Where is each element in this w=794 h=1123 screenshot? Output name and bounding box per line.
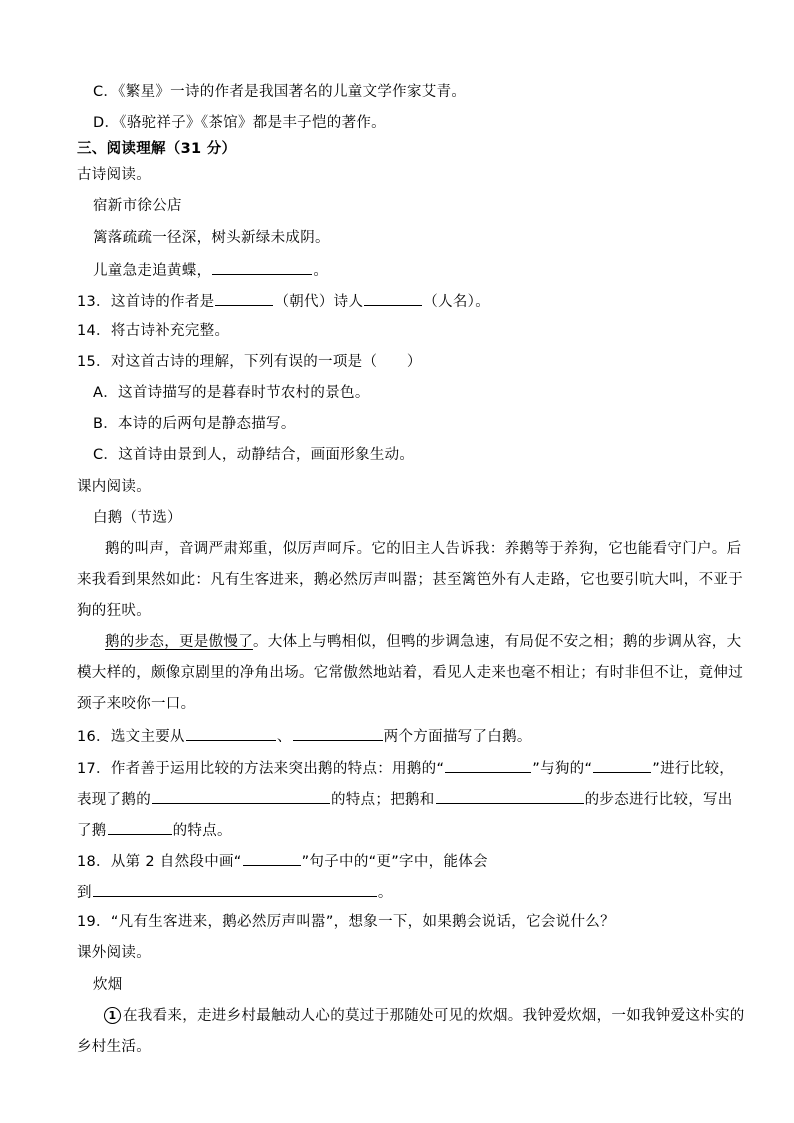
answer-blank[interactable] [293, 725, 383, 741]
option-b: B．本诗的后两句是静态描写。 [93, 416, 296, 432]
option-d-previous: D．《骆驼祥子》《茶馆》都是丰子恺的著作。 [93, 115, 386, 131]
poem-title: 宿新市徐公店 [93, 198, 182, 214]
question-17-line-1: 17．作者善于运用比较的方法来突出鹅的特点：用鹅的“ ”与狗的“ ”进行比较， [77, 757, 734, 779]
poem-line-1: 篱落疏疏一径深，树头新绿未成阴。 [93, 230, 330, 246]
section-title: 三、阅读理解（31 分） [77, 141, 237, 157]
question-18-line-1: 18．从第 2 自然段中画“ ”句子中的“更”字中，能体会 [77, 850, 488, 872]
inclass-title: 白鹅（节选） [93, 510, 182, 526]
underlined-sentence: 鹅的步态，更是傲慢了 [105, 634, 253, 650]
paragraph-1-line-2: 来我看到果然如此：凡有生客进来，鹅必然厉声叫嚣；甚至篱笆外有人走路，它也要引吭大叫，不亚于 [77, 572, 743, 588]
answer-blank[interactable] [186, 725, 276, 741]
option-c: C．这首诗由景到人，动静结合，画面形象生动。 [93, 447, 415, 463]
poem-line-2-end: 。 [313, 263, 329, 279]
answer-blank[interactable] [108, 819, 172, 835]
paragraph-1-line-1: 鹅的叫声，音调严肃郑重，似厉声呵斥。它的旧主人告诉我：养鹅等于养狗，它也能看守门户。后 [105, 541, 742, 557]
poem-line-2-text: 儿童急走追黄蝶， [93, 263, 212, 279]
answer-blank[interactable] [93, 881, 377, 897]
question-14: 14．将古诗补充完整。 [77, 323, 230, 339]
paragraph-2-line-1: 鹅的步态，更是傲慢了。大体上与鸭相似，但鸭的步调急速，有局促不安之相；鹅的步调从容，大 [105, 634, 742, 650]
paragraph-number-icon: 1 [104, 1007, 121, 1024]
question-18-line-2: 到 。 [77, 881, 393, 903]
question-17-line-3: 了鹅 的特点。 [77, 819, 232, 841]
poem-intro: 古诗阅读。 [77, 167, 151, 183]
question-19: 19．“凡有生客进来，鹅必然厉声叫嚣”，想象一下，如果鹅会说话，它会说什么？ [77, 914, 615, 930]
answer-blank[interactable] [243, 850, 301, 866]
answer-blank[interactable] [445, 757, 531, 773]
paragraph-2-line-3: 颈子来咬你一口。 [77, 696, 196, 712]
outclass-intro: 课外阅读。 [77, 945, 151, 961]
answer-blank[interactable] [215, 290, 273, 306]
question-13: 13．这首诗的作者是 （朝代）诗人 （人名）。 [77, 290, 490, 312]
paragraph-1-line-3: 狗的狂吠。 [77, 603, 151, 619]
outclass-paragraph-1-line-2: 乡村生活。 [77, 1039, 151, 1055]
question-16: 16．选文主要从 、 两个方面描写了白鹅。 [77, 725, 532, 747]
poem-line-2 [93, 259, 328, 281]
paragraph-2-line-2: 模大样的，颇像京剧里的净角出场。它常傲然地站着，看见人走来也毫不相让；有时非但不让，竟伸过 [77, 665, 743, 681]
answer-blank[interactable] [364, 290, 422, 306]
answer-blank[interactable] [436, 788, 584, 804]
outclass-title: 炊烟 [93, 977, 123, 993]
answer-blank[interactable] [152, 788, 330, 804]
answer-blank[interactable] [212, 259, 312, 275]
question-15: 15．对这首古诗的理解，下列有误的一项是（ ） [77, 354, 422, 370]
question-17-line-2: 表现了鹅的 的特点；把鹅和 的步态进行比较，写出 [77, 788, 733, 810]
option-c-previous: C．《繁星》一诗的作者是我国著名的儿童文学作家艾青。 [93, 84, 467, 100]
inclass-intro: 课内阅读。 [77, 479, 151, 495]
option-a: A．这首诗描写的是暮春时节农村的景色。 [93, 385, 370, 401]
answer-blank[interactable] [593, 757, 651, 773]
outclass-paragraph-1-line-1: 1 在我看来，走进乡村最触动人心的莫过于那随处可见的炊烟。我钟爱炊烟，一如我钟爱这朴实的 [104, 1006, 745, 1026]
